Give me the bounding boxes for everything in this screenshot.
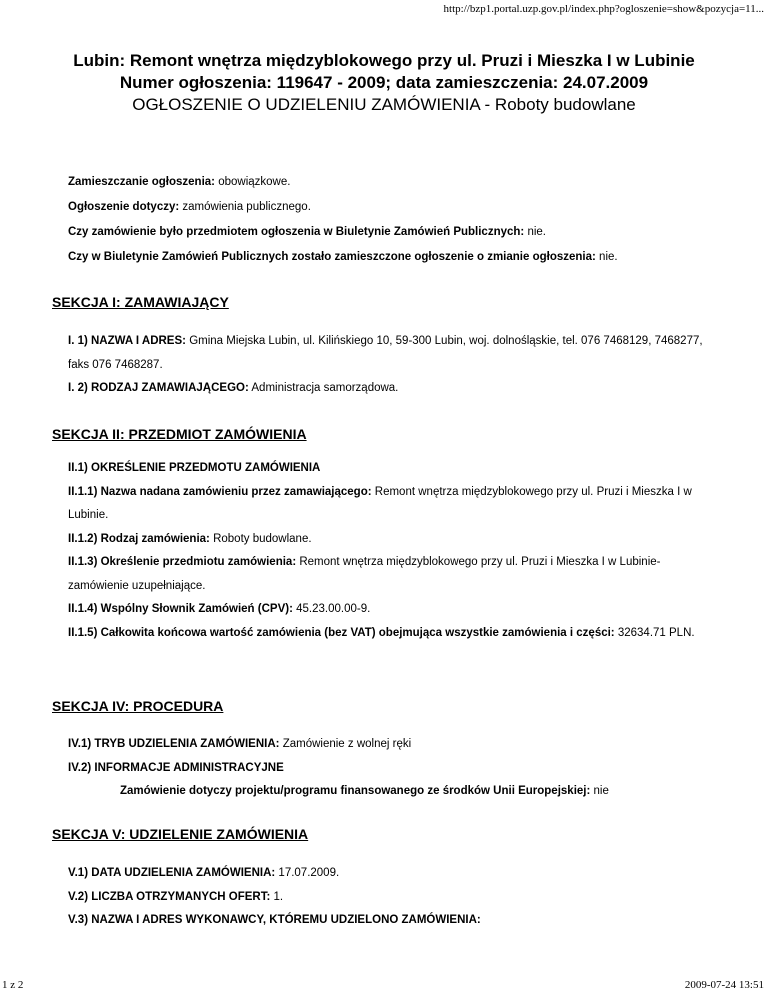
section-4-item: IV.2) INFORMACJE ADMINISTRACYJNE <box>68 761 284 774</box>
section-5-body <box>68 862 708 933</box>
section-2-item: II.1) OKREŚLENIE PRZEDMOTU ZAMÓWIENIA <box>68 462 321 474</box>
browser-url-header: http://bzp1.portal.uzp.gov.pl/index.php?ogloszenie=show&pozycja=11... <box>443 3 764 15</box>
section-5-item: V.1) DATA UDZIELENIA ZAMÓWIENIA: 17.07.2009. <box>68 867 340 879</box>
intro-item: Czy zamówienie było przedmiotem ogłoszenia w Biuletynie Zamówień Publicznych: nie. <box>68 226 546 238</box>
section-1-item: I. 1) NAZWA I ADRES: Gmina Miejska Lubin, ul. Kilińskiego 10, 59-300 Lubin, woj. dolnośląskie, tel. 076 7468129, 7468277, faks 076 7468287. <box>68 335 703 371</box>
section-5-item: V.2) LICZBA OTRZYMANYCH OFERT: 1. <box>68 890 284 903</box>
notice-number-date: Numer ogłoszenia: 119647 - 2009; data zamieszczenia: 24.07.2009 <box>119 73 649 92</box>
section-1-item: I. 2) RODZAJ ZAMAWIAJĄCEGO: Administracja samorządowa. <box>68 382 399 394</box>
intro-block <box>68 175 708 275</box>
section-2-body <box>68 457 708 645</box>
page-number: 1 z 2 <box>2 979 24 991</box>
section-4-body <box>68 733 708 804</box>
section-5-item: V.3) NAZWA I ADRES WYKONAWCY, KTÓREMU UDZIELONO ZAMÓWIENIA: <box>68 914 481 926</box>
section-2-item: II.1.2) Rodzaj zamówienia: Roboty budowlane. <box>68 532 312 545</box>
section-2-item: II.1.4) Wspólny Słownik Zamówień (CPV): 45.23.00.00-9. <box>68 603 371 615</box>
section-2-item: II.1.5) Całkowita końcowa wartość zamówienia (bez VAT) obejmująca wszystkie zamówienia i części: 32634.71 PLN. <box>68 626 695 639</box>
section-2-item: II.1.1) Nazwa nadana zamówieniu przez zamawiającego: Remont wnętrza międzyblokowego przy ul. Pruzi i Mieszka I w Lubinie. <box>68 485 692 521</box>
section-1-body <box>68 330 708 401</box>
section-1-heading: SEKCJA I: ZAMAWIAJĄCY <box>52 294 229 310</box>
notice-type: OGŁOSZENIE O UDZIELENIU ZAMÓWIENIA - Roboty budowlane <box>132 95 636 114</box>
document-title <box>60 50 708 116</box>
intro-item: Ogłoszenie dotyczy: zamówienia publicznego. <box>68 201 311 213</box>
intro-item: Czy w Biuletynie Zamówień Publicznych zostało zamieszczone ogłoszenie o zmianie ogłoszenia: nie. <box>68 251 618 263</box>
section-5-heading: SEKCJA V: UDZIELENIE ZAMÓWIENIA <box>52 826 309 842</box>
section-4-heading: SEKCJA IV: PROCEDURA <box>52 698 224 714</box>
section-2-heading: SEKCJA II: PRZEDMIOT ZAMÓWIENIA <box>52 426 307 442</box>
notice-title: Lubin: Remont wnętrza międzyblokowego przy ul. Pruzi i Mieszka I w Lubinie <box>73 51 695 70</box>
intro-item: Zamieszczanie ogłoszenia: obowiązkowe. <box>68 176 291 188</box>
print-datetime: 2009-07-24 13:51 <box>684 979 764 991</box>
section-2-item: II.1.3) Określenie przedmiotu zamówienia: Remont wnętrza międzyblokowego przy ul. Pruzi i Mieszka I w Lubinie- zamówienie uzupełniające. <box>68 556 661 592</box>
section-4-item: IV.1) TRYB UDZIELENIA ZAMÓWIENIA: Zamówienie z wolnej ręki <box>68 738 412 750</box>
section-4-item: Zamówienie dotyczy projektu/programu finansowanego ze środków Unii Europejskiej: nie <box>120 785 609 797</box>
